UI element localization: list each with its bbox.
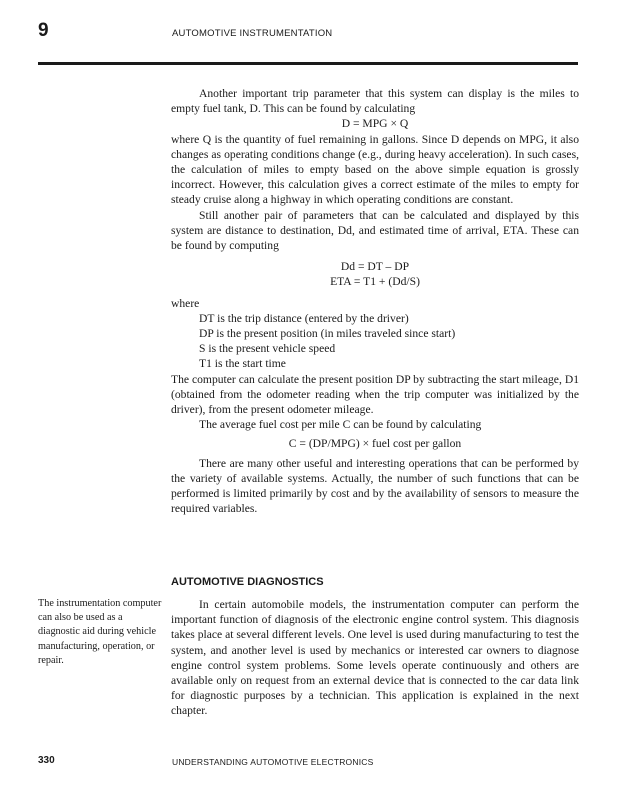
paragraph-quantity: where Q is the quantity of fuel remaining in gallons. Since D depends on MPG, it also changes as operating conditions change (e.g., during heavy acceleration). In such cases, the calculation of miles to empty based on the above simple equation is grossly incorrect. However, this calculation gives a correct estimate of the miles to empty for steady cruise along a highway in which operating conditions are constant. <box>171 132 579 207</box>
margin-note: The instrumentation computer can also be used as a diagnostic aid during vehicle manufacturing, operation, or repair. <box>38 598 162 666</box>
page-number: 330 <box>38 755 55 766</box>
paragraph-fuel-cost: The average fuel cost per mile C can be found by calculating <box>199 418 482 432</box>
main-text <box>171 86 579 516</box>
paragraph-diagnostics: In certain automobile models, the instrumentation computer can perform the important function of diagnosis of the electronic engine control system. This diagnosis takes place at several different levels. One level is used during manufacturing to test the system, and another level is used by mechanics or interested car owners to diagnose engine control system problems. Some levels operate continuously and others are available only on request from an external device that is connected to the car data link for diagnostic purposes by a technician. This application is explained in the next chapter. <box>171 598 579 718</box>
definition-vehicle-speed: S is the present vehicle speed <box>199 342 336 356</box>
equation-miles-to-empty: D = MPG × Q <box>341 117 409 131</box>
equation-eta: ETA = T1 + (Dd/S) <box>330 275 420 289</box>
section-text <box>171 597 579 719</box>
variable-definitions <box>171 311 579 372</box>
paragraph-miles-to-empty: Another important trip parameter that this system can display is the miles to empty fuel tank, D. This can be found by calculating <box>171 87 579 116</box>
equation-distance: Dd = DT – DP <box>340 260 410 274</box>
book-title: UNDERSTANDING AUTOMOTIVE ELECTRONICS <box>172 757 374 767</box>
definition-present-position: DP is the present position (in miles traveled since start) <box>199 327 456 341</box>
paragraph-other-operations: There are many other useful and interesting operations that can be performed by the variety of available systems. Actually, the number of such functions that can be performed is limited primarily by cost and by the availability of sensors to measure the required variables. <box>171 456 579 516</box>
definition-start-time: T1 is the start time <box>199 357 286 371</box>
paragraph-present-position: The computer can calculate the present position DP by subtracting the start mileage, D1 (obtained from the odometer reading when the trip computer was initialized by the driver), from the present odometer mileage. <box>171 372 579 417</box>
header-rule <box>38 62 578 65</box>
paragraph-destination: Still another pair of parameters that can be calculated and displayed by this system are distance to destination, Dd, and estimated time of arrival, ETA. These can be found by computing <box>171 208 579 253</box>
definition-trip-distance: DT is the trip distance (entered by the driver) <box>199 311 409 325</box>
section-heading: AUTOMOTIVE DIAGNOSTICS <box>171 576 324 588</box>
chapter-number: 9 <box>38 20 49 41</box>
chapter-title: AUTOMOTIVE INSTRUMENTATION <box>172 28 333 39</box>
equation-fuel-cost: C = (DP/MPG) × fuel cost per gallon <box>288 437 462 451</box>
where-label: where <box>171 296 200 310</box>
